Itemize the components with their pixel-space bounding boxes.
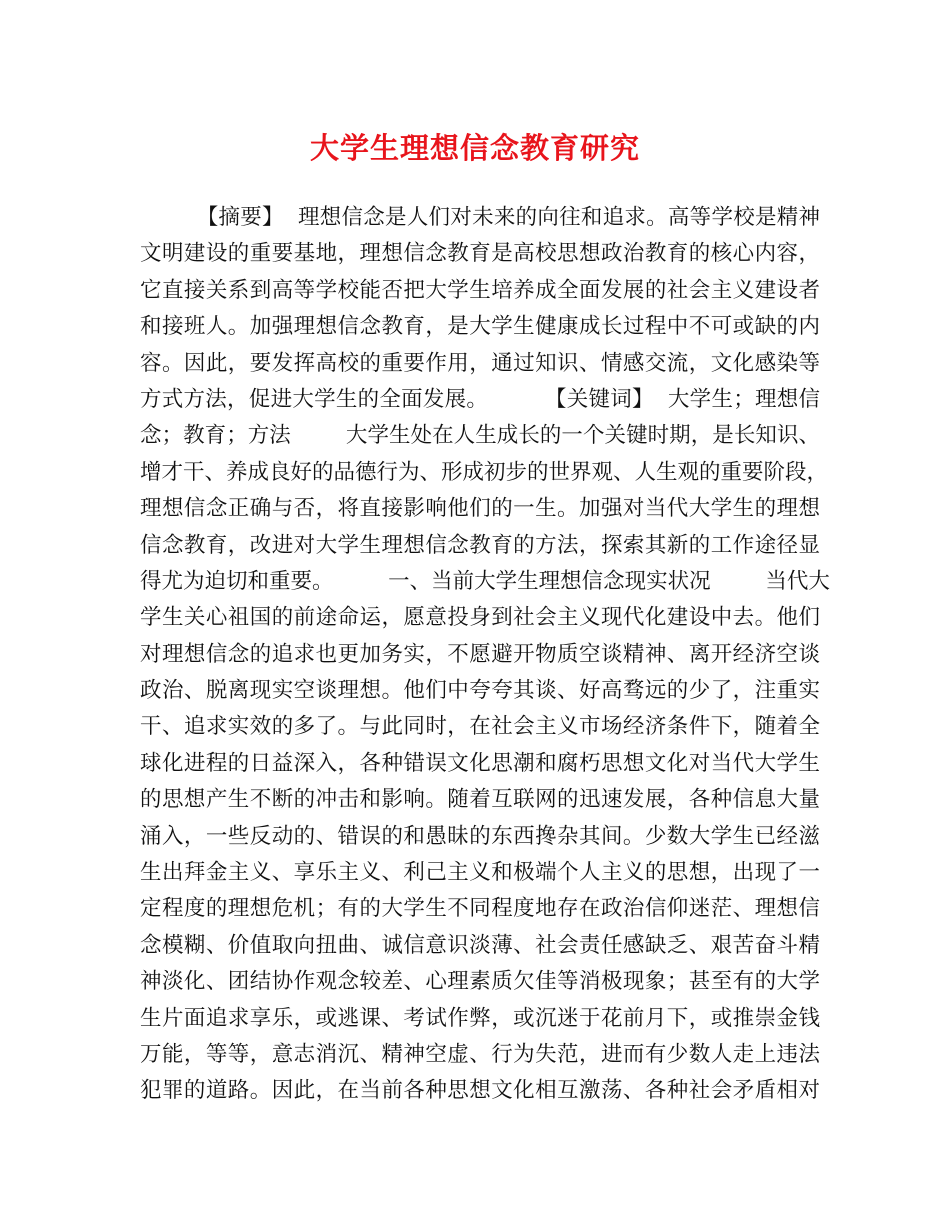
body-line: 念模糊、价值取向扭曲、诚信意识淡薄、社会责任感缺乏、艰苦奋斗精 bbox=[140, 932, 820, 958]
body-line: 和接班人。加强理想信念教育，是大学生健康成长过程中不可或缺的内 bbox=[140, 314, 820, 340]
body-line: 理想信念正确与否，将直接影响他们的一生。加强对当代大学生的理想 bbox=[140, 496, 820, 522]
body-line: 念；教育；方法 大学生处在人生成长的一个关键时期，是长知识、 bbox=[140, 423, 820, 449]
body-line: 犯罪的道路。因此，在当前各种思想文化相互激荡、各种社会矛盾相对 bbox=[140, 1078, 820, 1104]
body-line: 干、追求实效的多了。与此同时，在社会主义市场经济条件下，随着全 bbox=[140, 714, 820, 740]
body-line: 对理想信念的追求也更加务实，不愿避开物质空谈精神、离开经济空谈 bbox=[140, 641, 820, 667]
body-line: 定程度的理想危机；有的大学生不同程度地存在政治信仰迷茫、理想信 bbox=[140, 896, 820, 922]
body-line: 涌入，一些反动的、错误的和愚昧的东西搀杂其间。少数大学生已经滋 bbox=[140, 823, 820, 849]
body-line: 方式方法，促进大学生的全面发展。 【关键词】 大学生；理想信 bbox=[140, 386, 820, 412]
document-body bbox=[140, 200, 830, 1110]
body-line: 容。因此，要发挥高校的重要作用，通过知识、情感交流，文化感染等 bbox=[140, 350, 820, 376]
body-line: 增才干、养成良好的品德行为、形成初步的世界观、人生观的重要阶段， bbox=[140, 459, 829, 485]
body-line: 球化进程的日益深入，各种错误文化思潮和腐朽思想文化对当代大学生 bbox=[140, 750, 820, 776]
body-line: 信念教育，改进对大学生理想信念教育的方法，探索其新的工作途径显 bbox=[140, 532, 820, 558]
body-line: 得尤为迫切和重要。 一、当前大学生理想信念现实状况 当代大 bbox=[140, 568, 830, 594]
body-line: 的思想产生不断的冲击和影响。随着互联网的迅速发展，各种信息大量 bbox=[140, 787, 820, 813]
body-line: 生出拜金主义、享乐主义、利己主义和极端个人主义的思想，出现了一 bbox=[140, 860, 820, 886]
body-line: 万能，等等，意志消沉、精神空虚、行为失范，进而有少数人走上违法 bbox=[140, 1041, 820, 1067]
body-line: 文明建设的重要基地，理想信念教育是高校思想政治教育的核心内容， bbox=[140, 241, 820, 267]
document-title: 大学生理想信念教育研究 bbox=[309, 131, 640, 165]
body-line: 神淡化、团结协作观念较差、心理素质欠佳等消极现象；甚至有的大学 bbox=[140, 969, 820, 995]
body-line: 学生关心祖国的前途命运，愿意投身到社会主义现代化建设中去。他们 bbox=[140, 605, 820, 631]
body-line: 【摘要】 理想信念是人们对未来的向往和追求。高等学校是精神 bbox=[140, 205, 820, 230]
body-line: 政治、脱离现实空谈理想。他们中夸夸其谈、好高骛远的少了，注重实 bbox=[140, 678, 820, 704]
body-line: 生片面追求享乐，或逃课、考试作弊，或沉迷于花前月下，或推崇金钱 bbox=[140, 1005, 820, 1031]
body-line: 它直接关系到高等学校能否把大学生培养成全面发展的社会主义建设者 bbox=[140, 277, 820, 303]
